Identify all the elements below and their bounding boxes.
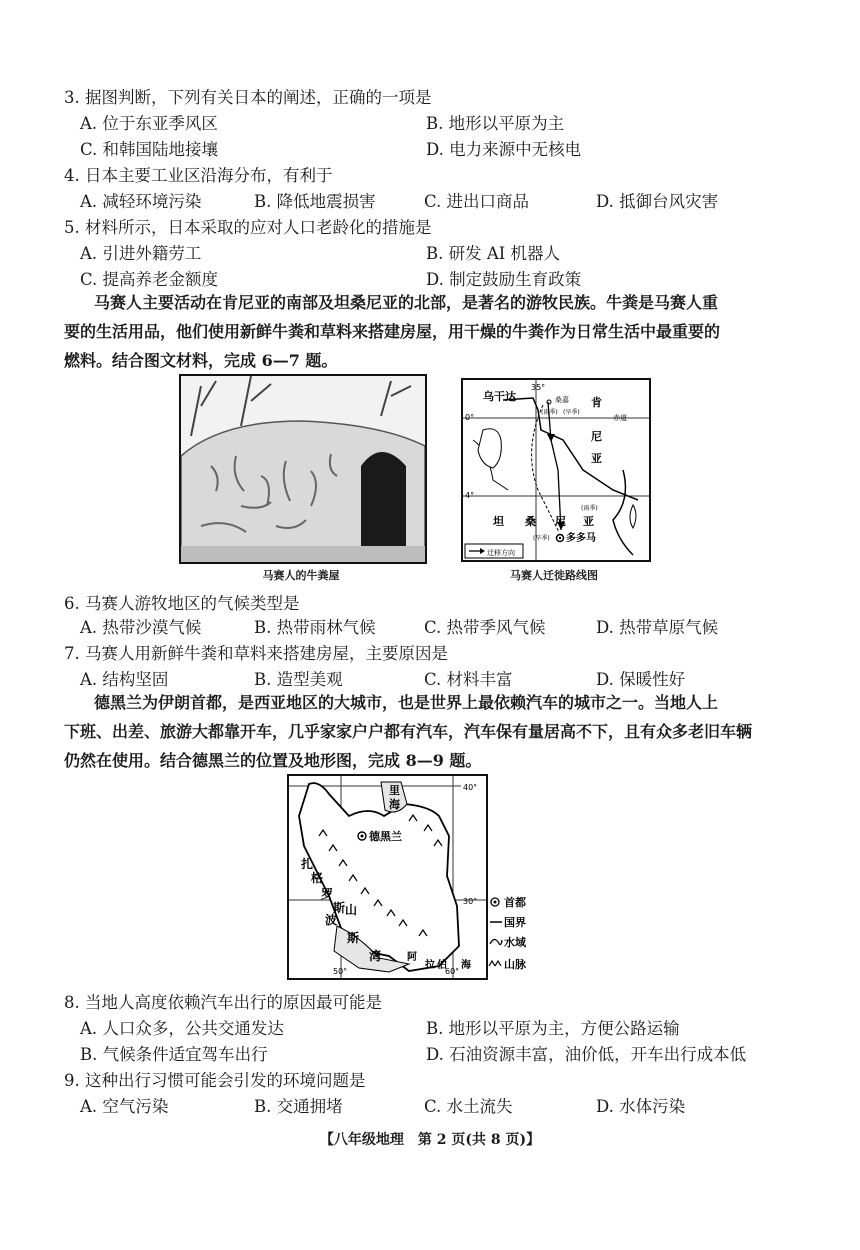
iran-map-capital-label: 德黑兰 (369, 830, 402, 843)
iran-map-persian-2: 斯 (347, 931, 360, 945)
dung-house-caption: 马赛人的牛粪屋 (262, 569, 340, 582)
q8-option-a: A. 人口众多，公共交通发达 (80, 1019, 284, 1038)
masai-passage-line-2: 要的生活用品，他们使用新鲜牛粪和草料来搭建房屋，用干燥的牛粪作为日常生活中最重要的 (64, 322, 721, 341)
question-5-stem: 5. 材料所示，日本采取的应对人口老龄化的措施是 (64, 218, 432, 237)
page-footer: 【八年级地理 第 2 页(共 8 页)】 (319, 1132, 541, 1148)
q3-option-b: B. 地形以平原为主 (426, 114, 565, 133)
masai-route-map (461, 378, 651, 562)
iran-map-caspian-2: 海 (389, 798, 400, 811)
dung-house-photo (179, 374, 427, 564)
q9-option-d: D. 水体污染 (596, 1097, 686, 1116)
q6-option-a: A. 热带沙漠气候 (80, 618, 202, 637)
q7-option-a: A. 结构坚固 (80, 670, 169, 689)
route-map-season-2: (旱季) (563, 409, 580, 416)
route-map-kenya-3: 亚 (591, 452, 602, 465)
iran-location-map (287, 774, 488, 980)
iran-map-zagros-3: 罗 (321, 887, 334, 901)
iran-map-arabian-1: 阿 (407, 952, 417, 963)
q4-option-c: C. 进出口商品 (424, 192, 530, 211)
q5-option-d: D. 制定鼓励生育政策 (426, 270, 582, 289)
iran-map-lon60: 60° (445, 967, 460, 976)
iran-map-zagros-5: 山 (345, 903, 358, 917)
q6-option-d: D. 热带草原气候 (596, 618, 719, 637)
iran-map-persian-3: 湾 (369, 949, 382, 963)
route-map-dodoma: 多多马 (566, 533, 596, 544)
q5-option-c: C. 提高养老金额度 (80, 270, 219, 289)
route-map-kenya-2: 尼 (591, 430, 602, 443)
q6-option-b: B. 热带雨林气候 (254, 618, 376, 637)
iran-map-zagros-4: 斯 (333, 901, 346, 915)
iran-map-lon50: 50° (333, 967, 348, 976)
masai-passage-line-1: 马赛人主要活动在肯尼亚的南部及坦桑尼亚的北部，是著名的游牧民族。牛粪是马赛人重 (94, 293, 719, 312)
route-map-tanzania-3: 尼 (555, 515, 566, 528)
legend-capital: 首都 (504, 896, 526, 909)
question-9-stem: 9. 这种出行习惯可能会引发的环境问题是 (64, 1071, 366, 1090)
iran-map-lat30: 30° (463, 897, 478, 906)
q3-option-a: A. 位于东亚季风区 (80, 114, 218, 133)
iran-map-persian-1: 波 (325, 913, 338, 927)
iran-map-lat40: 40° (463, 783, 478, 792)
route-map-city-top: 桑嘉 (555, 396, 569, 404)
iran-map-caspian-1: 里 (389, 784, 400, 797)
masai-passage-line-3: 燃料。结合图文材料，完成 6—7 题。 (64, 351, 338, 370)
legend-water: 水域 (504, 936, 526, 949)
q5-option-a: A. 引进外籍劳工 (80, 244, 202, 263)
tehran-passage-line-1: 德黑兰为伊朗首都，是西亚地区的大城市，也是世界上最依赖汽车的城市之一。当地人上 (94, 693, 719, 712)
tehran-passage-line-3: 仍然在使用。结合德黑兰的位置及地形图，完成 8—9 题。 (64, 751, 482, 770)
route-map-lat35: 35° (531, 383, 546, 392)
route-map-uganda: 乌干达 (483, 390, 516, 403)
q8-option-d: D. 石油资源丰富，油价低，开车出行成本低 (426, 1045, 747, 1064)
q5-option-b: B. 研发 AI 机器人 (426, 244, 561, 263)
q7-option-d: D. 保暖性好 (596, 670, 686, 689)
route-map-lat4: 4° (465, 491, 475, 500)
iran-map-arabian-3: 伯 (437, 960, 447, 971)
legend-border: 国界 (504, 916, 526, 929)
question-4-stem: 4. 日本主要工业区沿海分布，有利于 (64, 166, 333, 185)
route-map-legend: 迁移方向 (487, 549, 515, 557)
iran-map-arabian-4: 海 (461, 960, 471, 971)
route-map-season-1: (雨季) (541, 409, 558, 416)
iran-map-zagros-1: 扎 (301, 857, 314, 871)
q7-option-b: B. 造型美观 (254, 670, 343, 689)
question-7-stem: 7. 马赛人用新鲜牛粪和草料来搭建房屋，主要原因是 (64, 644, 448, 663)
q9-option-c: C. 水土流失 (424, 1097, 513, 1116)
iran-map-legend (488, 894, 558, 978)
iran-map-arabian-2: 拉 (425, 960, 435, 971)
route-map-tanzania-1: 坦 (493, 515, 504, 528)
q3-option-c: C. 和韩国陆地接壤 (80, 140, 219, 159)
question-3-stem: 3. 据图判断，下列有关日本的阐述，正确的一项是 (64, 88, 432, 107)
tehran-passage (64, 688, 764, 775)
q4-option-d: D. 抵御台风灾害 (596, 192, 719, 211)
q3-option-d: D. 电力来源中无核电 (426, 140, 582, 159)
question-8-stem: 8. 当地人高度依赖汽车出行的原因最可能是 (64, 993, 382, 1012)
route-map-season-4: (旱季) (533, 535, 550, 542)
tehran-passage-line-2: 下班、出差、旅游大都靠开车，几乎家家户户都有汽车，汽车保有量居高不下，且有众多老旧车辆 (64, 722, 753, 741)
route-map-season-3: (雨季) (581, 505, 598, 512)
route-map-tanzania-2: 桑 (525, 515, 536, 528)
route-map-kenya-1: 肯 (591, 396, 602, 409)
q4-option-a: A. 减轻环境污染 (80, 192, 202, 211)
route-map-tanzania-4: 亚 (583, 515, 594, 528)
iran-map-zagros-2: 格 (311, 871, 324, 885)
route-map-lat0: 0° (465, 413, 475, 422)
q8-option-b: B. 地形以平原为主，方便公路运输 (426, 1019, 680, 1038)
q9-option-a: A. 空气污染 (80, 1097, 169, 1116)
q4-option-b: B. 降低地震损害 (254, 192, 376, 211)
q9-option-b: B. 交通拥堵 (254, 1097, 343, 1116)
legend-mountain: 山脉 (504, 958, 526, 971)
route-map-caption: 马赛人迁徙路线图 (510, 569, 598, 582)
masai-passage (64, 288, 764, 375)
question-6-stem: 6. 马赛人游牧地区的气候类型是 (64, 594, 300, 613)
q8-option-c: B. 气候条件适宜驾车出行 (80, 1045, 268, 1064)
q7-option-c: C. 材料丰富 (424, 670, 513, 689)
route-map-equator: 赤道 (613, 414, 627, 422)
q6-option-c: C. 热带季风气候 (424, 618, 546, 637)
